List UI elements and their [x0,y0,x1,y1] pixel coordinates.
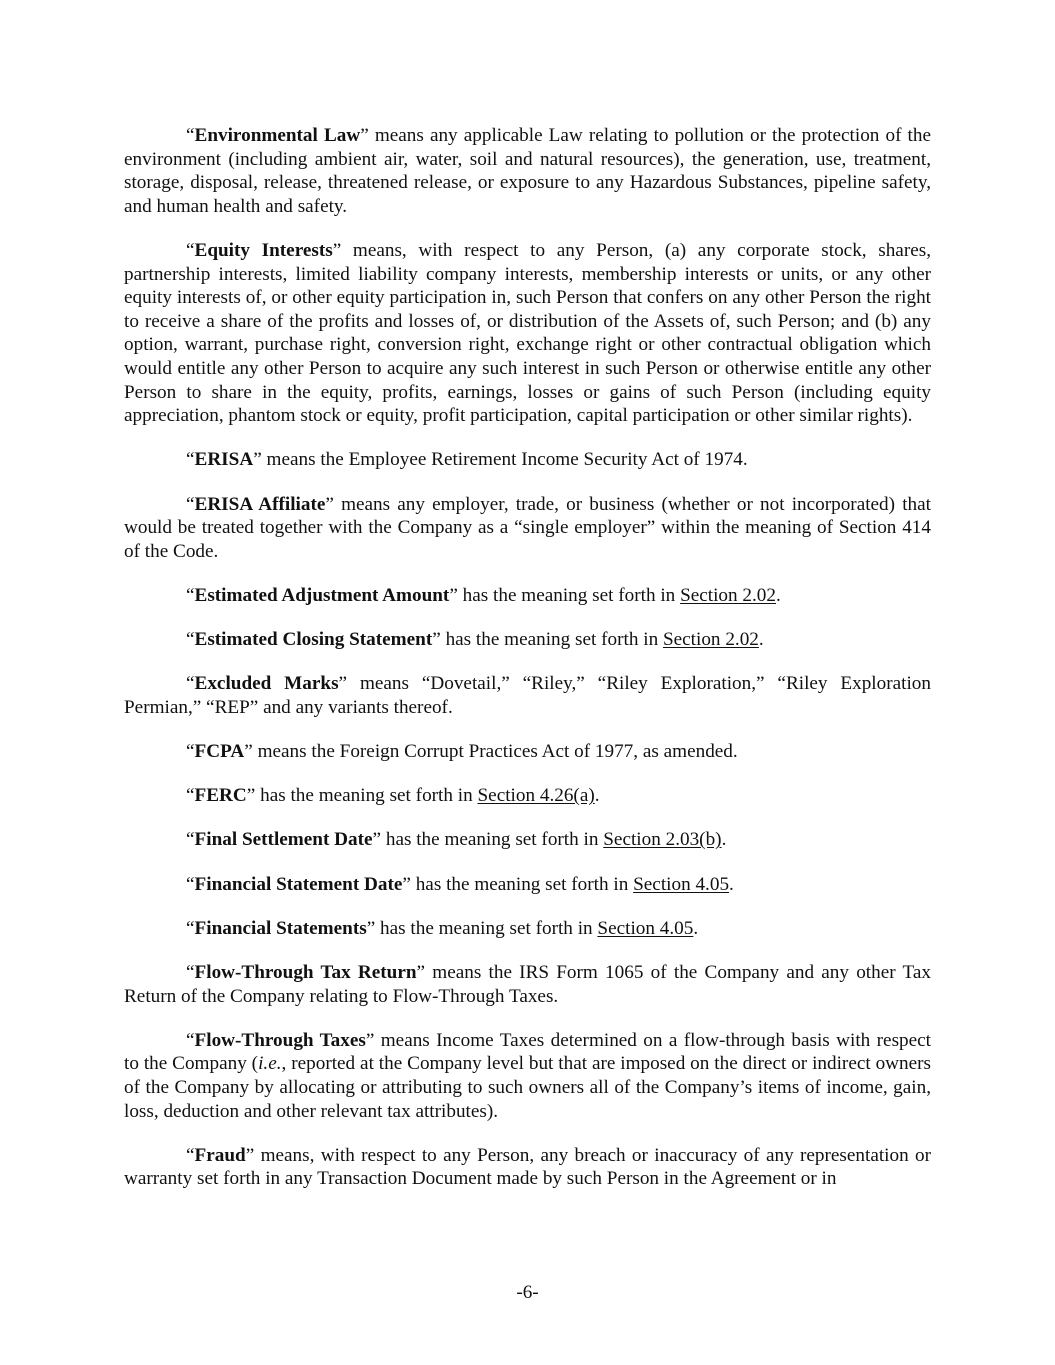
definition-text: means “Dovetail,” “Riley,” “Riley Exploration,” “Riley Exploration Permian,” “REP” and any variants thereof. [124,673,931,718]
definition-flow-through-tax-return [124,961,931,1008]
definition-tail: . [693,917,699,939]
close-quote: ” [366,917,376,939]
definition-text: has the meaning set forth in [255,785,478,807]
definition-final-settlement-date [124,828,931,852]
close-quote: ” [332,239,342,261]
definition-tail: . [729,873,734,895]
definition-text: means any applicable Law relating to pollution or the protection of the environment (including ambient air, water, soil and natural resources), the generation, use, treatment, storage, disposal, release, threatened release, or exposure to any Hazardous Substances, pipeline safety, and human health and safety. [124,125,932,217]
definition-text: has the meaning set forth in [457,584,681,606]
defined-term: Fraud [194,1144,246,1166]
open-quote: “ [186,829,195,851]
defined-term: Flow-Through Taxes [194,1029,366,1051]
definition-text: means Income Taxes determined on a flow-through basis with respect to the Company ( [124,1029,931,1075]
defined-term: ERISA Affiliate [194,493,326,515]
open-quote: “ [186,1144,195,1166]
close-quote: ” [372,829,382,851]
definition-financial-statements [124,917,931,941]
definition-ferc [124,784,931,808]
page-number: -6- [516,1282,539,1303]
definition-erisa-affiliate [124,493,931,564]
defined-term: Estimated Closing Statement [194,629,433,651]
definition-text: means the Foreign Corrupt Practices Act of 1977, as amended. [252,741,738,763]
defined-term: Estimated Adjustment Amount [194,584,450,606]
open-quote: “ [186,239,195,261]
open-quote: “ [186,125,195,146]
defined-term: Flow-Through Tax Return [194,961,417,983]
definition-tail: . [758,629,764,651]
defined-term: FCPA [194,741,245,763]
defined-term: Final Settlement Date [194,829,373,851]
close-quote: ” [244,741,253,763]
close-quote: ” [325,493,334,515]
italic-abbreviation: i.e. [258,1053,282,1075]
open-quote: “ [186,584,195,606]
defined-term: Equity Interests [194,239,333,261]
close-quote: ” [246,785,256,807]
open-quote: “ [186,741,195,763]
open-quote: “ [186,873,195,895]
definition-text: means, with respect to any Person, any breach or inaccuracy of any representation or warranty set forth in any Transaction Document made by such Person in the Agreement or in [124,1144,931,1190]
section-reference-link[interactable]: Section 2.02 [680,584,776,606]
definition-tail: , reported at the Company level but that are imposed on the direct or indirect owners of the Company by allocating or attributing to such owners all of the Company’s items of income, gain, loss, deduction and other relevant tax attributes). [124,1053,931,1122]
close-quote: ” [338,673,348,695]
definition-fraud [124,1144,931,1191]
open-quote: “ [186,673,195,695]
defined-term: Financial Statement Date [194,873,403,895]
definition-excluded-marks [124,672,931,719]
definition-estimated-adjustment-amount [124,584,931,608]
open-quote: “ [186,493,195,515]
defined-term: ERISA [194,449,254,471]
definition-text: means the IRS Form 1065 of the Company and any other Tax Return of the Company relating to Flow-Through Taxes. [124,961,931,1007]
page-body [124,124,931,1212]
open-quote: “ [186,1029,195,1051]
definition-text: has the meaning set forth in [440,629,663,651]
close-quote: ” [416,961,426,983]
open-quote: “ [186,449,195,471]
definition-tail: . [594,785,600,807]
definition-environmental-law [124,124,931,218]
defined-term: Environmental Law [194,125,361,146]
definition-fcpa [124,740,931,764]
definition-tail: . [721,829,727,851]
section-reference-link[interactable]: Section 4.26(a) [477,785,595,807]
close-quote: ” [365,1029,375,1051]
close-quote: ” [360,125,369,146]
defined-term: Excluded Marks [194,673,339,695]
close-quote: ” [253,449,262,471]
defined-term: Financial Statements [194,917,367,939]
definition-text: has the meaning set forth in [375,917,598,939]
definition-text: means the Employee Retirement Income Security Act of 1974. [261,449,748,471]
open-quote: “ [186,961,195,983]
section-reference-link[interactable]: Section 2.02 [662,629,759,651]
close-quote: ” [245,1144,255,1166]
definition-erisa [124,448,931,472]
definition-text: has the meaning set forth in [381,829,604,851]
section-reference-link[interactable]: Section 4.05 [633,873,730,895]
definition-estimated-closing-statement [124,628,931,652]
definition-financial-statement-date [124,873,931,897]
open-quote: “ [186,629,195,651]
close-quote: ” [449,584,458,606]
definition-text: has the meaning set forth in [410,873,634,895]
close-quote: ” [402,873,411,895]
open-quote: “ [186,917,195,939]
definition-tail: . [776,584,781,606]
section-reference-link[interactable]: Section 4.05 [597,917,694,939]
definition-text: means any employer, trade, or business (whether or not incorporated) that would be treated together with the Company as a “single employer” within the meaning of Section 414 of the Code. [124,493,931,562]
definition-text: means, with respect to any Person, (a) any corporate stock, shares, partnership interests, limited liability company interests, membership interests or units, or any other equity interests of, or other equity participation in, such Person that confers on any other Person the right to receive a share of the profits and losses of, or distribution of the Assets of, such Person; and (b) any option, warrant, purchase right, conversion right, exchange right or other contractual obligation which would entitle any other Person to acquire any such interest in such Person or otherwise entitle any other Person to share in the equity, profits, earnings, losses or gains of such Person (including equity appreciation, phantom stock or equity, profit participation, capital participation or other similar rights). [124,239,931,427]
definition-flow-through-taxes [124,1029,931,1123]
close-quote: ” [432,629,441,651]
defined-term: FERC [194,785,247,807]
section-reference-link[interactable]: Section 2.03(b) [603,829,722,851]
open-quote: “ [186,785,195,807]
definition-equity-interests [124,239,931,428]
